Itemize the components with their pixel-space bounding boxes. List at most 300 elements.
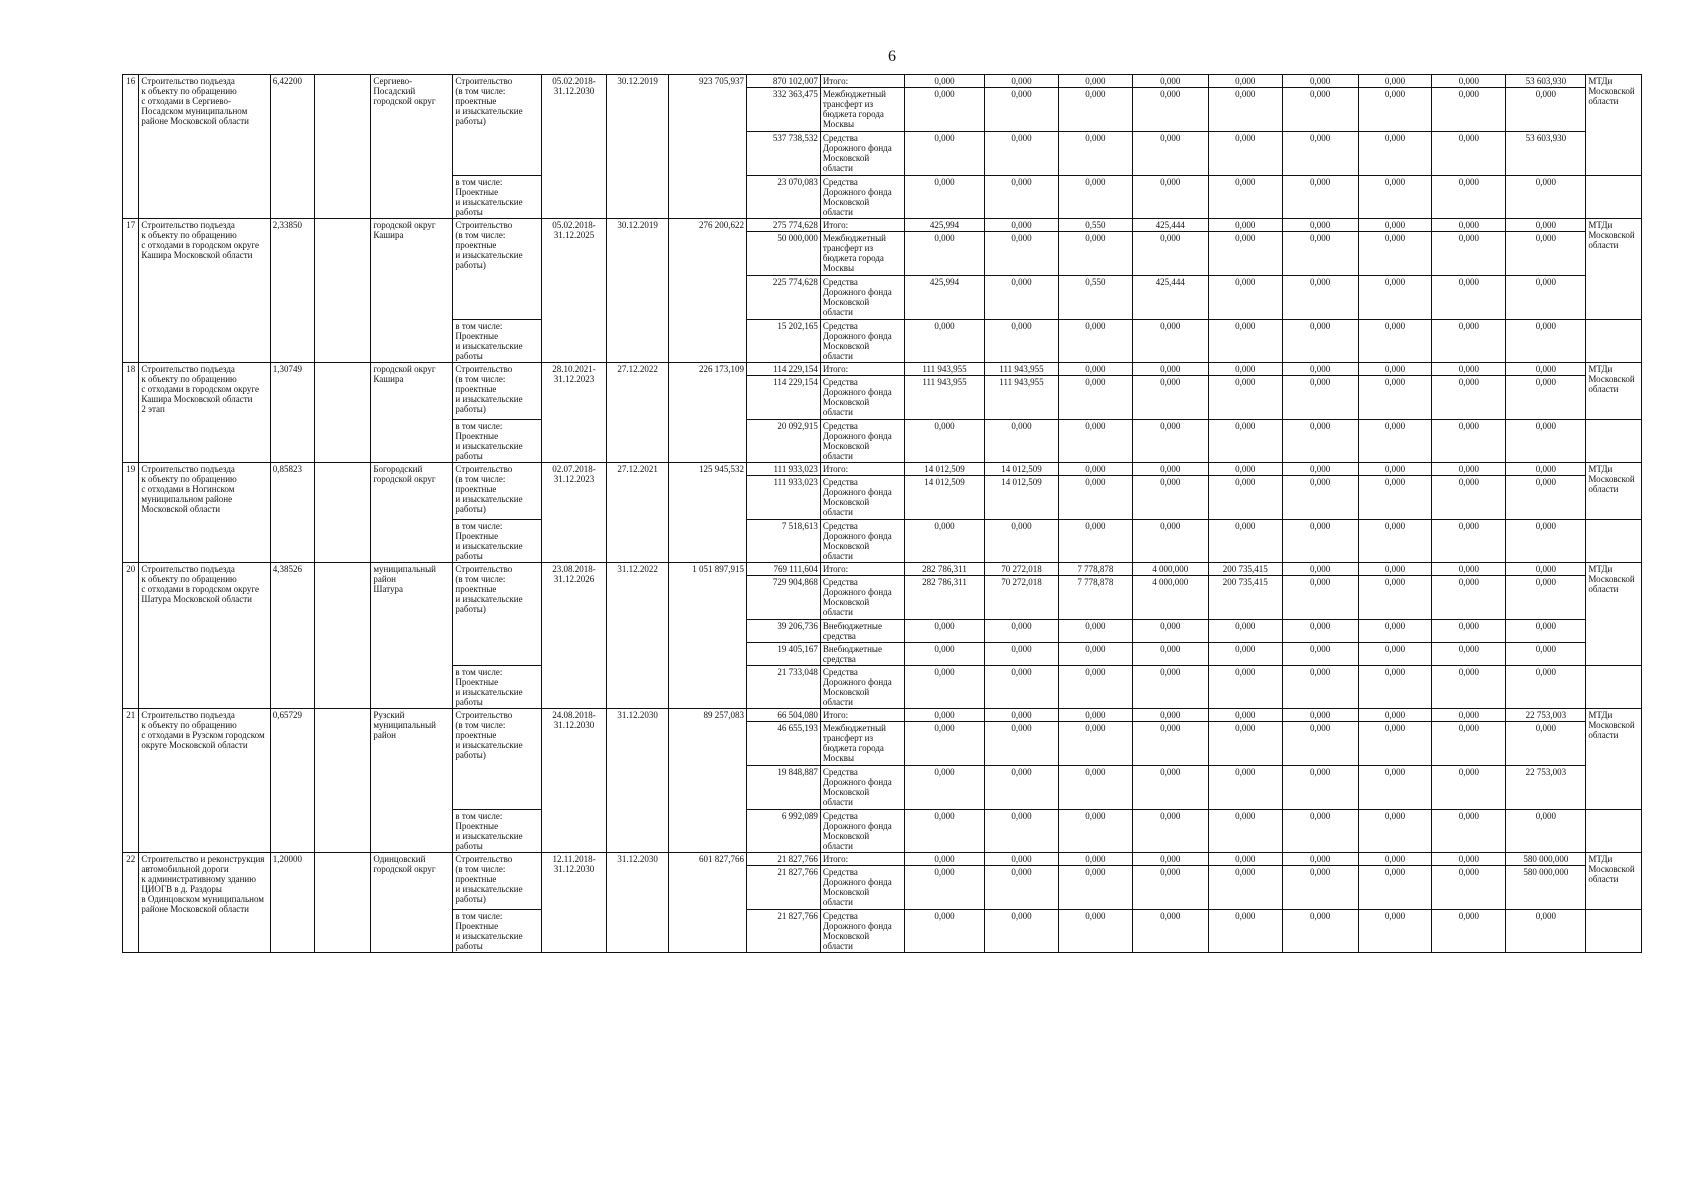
- object-empty: [314, 709, 370, 853]
- financing-year-value: 0,000: [1058, 666, 1132, 709]
- financing-year-value: 0,000: [1282, 476, 1358, 520]
- financing-source: Средства Дорожного фонда Московской области: [820, 320, 904, 363]
- financing-year-value: 0,000: [1358, 363, 1432, 376]
- financing-year-value: 0,000: [1282, 320, 1358, 363]
- financing-year-value: 0,000: [1132, 463, 1208, 476]
- financing-year-value: 0,000: [1282, 620, 1358, 643]
- object-number: 16: [123, 75, 139, 219]
- financing-year-value: 0,000: [1506, 910, 1586, 953]
- financing-year-value: 0,000: [1506, 219, 1586, 232]
- financing-source: Итого:: [820, 853, 904, 866]
- table-row: [123, 709, 1642, 722]
- financing-year-value: 0,000: [1208, 75, 1282, 88]
- financing-year-value: 0,000: [1058, 420, 1132, 463]
- financing-sum: 21 827,766: [746, 910, 820, 953]
- object-work-type-sub: в том числе: Проектные и изыскательские работы: [453, 420, 541, 463]
- financing-sum: 50 000,000: [746, 232, 820, 276]
- financing-year-value: 0,000: [1358, 320, 1432, 363]
- financing-sum: 66 504,080: [746, 709, 820, 722]
- object-name: Строительство подъезда к объекту по обращению с отходами в Ногинском муниципальном районе Московской области: [139, 463, 270, 563]
- financing-year-value: 0,000: [1058, 643, 1132, 666]
- financing-year-value: 0,000: [1432, 810, 1506, 853]
- financing-year-value: 111 943,955: [904, 363, 984, 376]
- object-finish-date: 31.12.2030: [607, 853, 669, 953]
- object-period: 12.11.2018- 31.12.2030: [541, 853, 607, 953]
- object-capacity: 1,20000: [270, 853, 314, 953]
- page-number: 6: [888, 48, 896, 65]
- object-cost: 226 173,109: [668, 363, 746, 463]
- financing-year-value: 0,000: [1506, 620, 1586, 643]
- financing-year-value: 0,000: [1282, 576, 1358, 620]
- object-territory: муниципальный район Шатура: [371, 563, 453, 709]
- financing-source: Средства Дорожного фонда Московской области: [820, 866, 904, 910]
- financing-year-value: 0,000: [1132, 88, 1208, 132]
- financing-year-value: 0,000: [904, 666, 984, 709]
- financing-source: Средства Дорожного фонда Московской области: [820, 766, 904, 810]
- object-empty: [314, 219, 370, 363]
- object-cost: 276 200,622: [668, 219, 746, 363]
- financing-year-value: 0,000: [1282, 853, 1358, 866]
- financing-year-value: 0,000: [1358, 620, 1432, 643]
- object-period: 23.08.2018- 31.12.2026: [541, 563, 607, 709]
- financing-year-value: 0,000: [1432, 75, 1506, 88]
- financing-year-value: 0,000: [1208, 643, 1282, 666]
- object-name: Строительство подъезда к объекту по обращению с отходами в Сергиево- Посадском муниципальном районе Московской области: [139, 75, 270, 219]
- financing-year-value: 0,000: [1432, 563, 1506, 576]
- object-empty: [314, 75, 370, 219]
- financing-year-value: 0,000: [1208, 666, 1282, 709]
- customer-blank-cell: [1586, 520, 1642, 563]
- financing-year-value: 0,000: [1282, 910, 1358, 953]
- customer-blank-cell: [1586, 910, 1642, 953]
- financing-year-value: 0,000: [1432, 666, 1506, 709]
- object-territory: Рузский муниципальный район: [371, 709, 453, 853]
- financing-year-value: 425,994: [904, 219, 984, 232]
- object-work-type-sub: в том числе: Проектные и изыскательские работы: [453, 810, 541, 853]
- financing-year-value: 0,000: [1282, 219, 1358, 232]
- financing-sum: 39 206,736: [746, 620, 820, 643]
- financing-sum: 537 738,532: [746, 132, 820, 176]
- financing-year-value: 111 943,955: [985, 363, 1059, 376]
- financing-year-value: 0,000: [1506, 420, 1586, 463]
- financing-year-value: 0,000: [1208, 766, 1282, 810]
- object-customer: МТДи Московской области: [1586, 463, 1642, 520]
- financing-year-value: 0,000: [1132, 853, 1208, 866]
- financing-sum: 21 827,766: [746, 853, 820, 866]
- financing-year-value: 0,000: [1358, 420, 1432, 463]
- financing-year-value: 0,000: [1058, 766, 1132, 810]
- financing-year-value: 111 943,955: [904, 376, 984, 420]
- financing-year-value: 0,000: [1358, 866, 1432, 910]
- object-territory: Богородский городской округ: [371, 463, 453, 563]
- financing-source: Средства Дорожного фонда Московской области: [820, 176, 904, 219]
- object-number: 21: [123, 709, 139, 853]
- object-work-type: Строительство (в том числе: проектные и изыскательские работы): [453, 363, 541, 420]
- financing-year-value: 0,000: [1058, 88, 1132, 132]
- financing-year-value: 0,000: [904, 176, 984, 219]
- financing-year-value: 0,000: [1282, 709, 1358, 722]
- financing-year-value: 0,000: [1506, 463, 1586, 476]
- object-work-type-sub: в том числе: Проектные и изыскательские работы: [453, 176, 541, 219]
- financing-year-value: 200 735,415: [1208, 563, 1282, 576]
- financing-year-value: 282 786,311: [904, 563, 984, 576]
- financing-year-value: 0,000: [1208, 176, 1282, 219]
- financing-year-value: 0,000: [1282, 810, 1358, 853]
- financing-year-value: 14 012,509: [904, 463, 984, 476]
- financing-year-value: 0,000: [1506, 563, 1586, 576]
- financing-year-value: 0,000: [904, 520, 984, 563]
- table-row: [123, 463, 1642, 476]
- financing-year-value: 0,000: [1358, 376, 1432, 420]
- financing-sum: 114 229,154: [746, 376, 820, 420]
- financing-year-value: 580 000,000: [1506, 853, 1586, 866]
- financing-year-value: 0,000: [904, 866, 984, 910]
- financing-year-value: 0,000: [1432, 722, 1506, 766]
- object-work-type: Строительство (в том числе: проектные и изыскательские работы): [453, 853, 541, 910]
- financing-year-value: 0,000: [1358, 88, 1432, 132]
- table-body: [123, 75, 1642, 953]
- financing-year-value: 0,000: [1506, 666, 1586, 709]
- financing-year-value: 0,000: [1058, 722, 1132, 766]
- financing-year-value: 0,000: [985, 219, 1059, 232]
- financing-year-value: 70 272,018: [985, 576, 1059, 620]
- financing-year-value: 0,000: [1432, 88, 1506, 132]
- financing-year-value: 200 735,415: [1208, 576, 1282, 620]
- financing-year-value: 0,000: [1432, 766, 1506, 810]
- object-capacity: 0,85823: [270, 463, 314, 563]
- financing-year-value: 0,000: [1358, 643, 1432, 666]
- financing-sum: 111 933,023: [746, 476, 820, 520]
- object-empty: [314, 463, 370, 563]
- financing-sum: 23 070,083: [746, 176, 820, 219]
- financing-year-value: 0,000: [1358, 722, 1432, 766]
- financing-year-value: 0,000: [1282, 132, 1358, 176]
- financing-year-value: 0,000: [1432, 420, 1506, 463]
- object-finish-date: 27.12.2021: [607, 463, 669, 563]
- financing-year-value: 0,000: [985, 75, 1059, 88]
- financing-year-value: 0,000: [1282, 376, 1358, 420]
- financing-year-value: 0,000: [904, 75, 984, 88]
- financing-sum: 21 733,048: [746, 666, 820, 709]
- financing-year-value: 0,550: [1058, 219, 1132, 232]
- financing-year-value: 0,000: [1132, 810, 1208, 853]
- financing-sum: 21 827,766: [746, 866, 820, 910]
- financing-year-value: 0,000: [1432, 853, 1506, 866]
- financing-source: Средства Дорожного фонда Московской области: [820, 376, 904, 420]
- financing-source: Средства Дорожного фонда Московской области: [820, 476, 904, 520]
- financing-source: Межбюджетный трансферт из бюджета города Москвы: [820, 232, 904, 276]
- table-row: [123, 219, 1642, 232]
- object-number: 20: [123, 563, 139, 709]
- financing-year-value: 0,000: [1208, 810, 1282, 853]
- financing-year-value: 0,000: [1358, 563, 1432, 576]
- financing-year-value: 0,000: [1208, 232, 1282, 276]
- object-number: 22: [123, 853, 139, 953]
- object-finish-date: 31.12.2030: [607, 709, 669, 853]
- financing-year-value: 0,000: [1506, 643, 1586, 666]
- financing-year-value: 0,000: [1058, 866, 1132, 910]
- object-period: 05.02.2018- 31.12.2030: [541, 75, 607, 219]
- financing-year-value: 0,000: [1432, 520, 1506, 563]
- object-cost: 1 051 897,915: [668, 563, 746, 709]
- object-number: 17: [123, 219, 139, 363]
- financing-year-value: 14 012,509: [985, 463, 1059, 476]
- financing-year-value: 0,000: [1358, 176, 1432, 219]
- object-name: Строительство подъезда к объекту по обращению с отходами в городском округе Шатура Московской области: [139, 563, 270, 709]
- customer-blank-cell: [1586, 320, 1642, 363]
- financing-year-value: 0,000: [1432, 232, 1506, 276]
- investment-objects-table: [122, 74, 1642, 953]
- financing-year-value: 0,000: [1208, 463, 1282, 476]
- financing-year-value: 14 012,509: [904, 476, 984, 520]
- financing-year-value: 0,000: [1432, 276, 1506, 320]
- object-work-type: Строительство (в том числе: проектные и изыскательские работы): [453, 75, 541, 176]
- financing-year-value: 0,000: [985, 88, 1059, 132]
- financing-year-value: 0,000: [1358, 910, 1432, 953]
- object-work-type-sub: в том числе: Проектные и изыскательские работы: [453, 320, 541, 363]
- financing-year-value: 0,000: [1132, 766, 1208, 810]
- financing-year-value: 0,000: [1282, 766, 1358, 810]
- financing-year-value: 0,000: [985, 420, 1059, 463]
- object-name: Строительство подъезда к объекту по обращению с отходами в городском округе Кашира Московской области 2 этап: [139, 363, 270, 463]
- object-finish-date: 30.12.2019: [607, 219, 669, 363]
- financing-year-value: 0,000: [1282, 276, 1358, 320]
- financing-year-value: 0,000: [1208, 853, 1282, 866]
- financing-year-value: 0,000: [1506, 232, 1586, 276]
- financing-source: Внебюджетные средства: [820, 643, 904, 666]
- financing-year-value: 0,000: [1282, 75, 1358, 88]
- object-period: 02.07.2018- 31.12.2023: [541, 463, 607, 563]
- financing-sum: 275 774,628: [746, 219, 820, 232]
- financing-year-value: 0,000: [1208, 620, 1282, 643]
- financing-year-value: 0,000: [904, 810, 984, 853]
- financing-year-value: 282 786,311: [904, 576, 984, 620]
- object-capacity: 0,65729: [270, 709, 314, 853]
- financing-source: Средства Дорожного фонда Московской области: [820, 576, 904, 620]
- financing-year-value: 0,000: [985, 910, 1059, 953]
- financing-year-value: 0,000: [1432, 132, 1506, 176]
- financing-year-value: 0,000: [1208, 866, 1282, 910]
- financing-year-value: 0,000: [1208, 420, 1282, 463]
- financing-year-value: 0,000: [1432, 463, 1506, 476]
- table-row: [123, 363, 1642, 376]
- financing-year-value: 0,000: [1358, 219, 1432, 232]
- financing-sum: 19 848,887: [746, 766, 820, 810]
- object-capacity: 1,30749: [270, 363, 314, 463]
- object-work-type: Строительство (в том числе: проектные и изыскательские работы): [453, 709, 541, 810]
- financing-year-value: 0,000: [1358, 232, 1432, 276]
- object-period: 28.10.2021- 31.12.2023: [541, 363, 607, 463]
- financing-year-value: 0,000: [904, 722, 984, 766]
- financing-sum: 15 202,165: [746, 320, 820, 363]
- financing-sum: 6 992,089: [746, 810, 820, 853]
- customer-blank-cell: [1586, 420, 1642, 463]
- financing-year-value: 425,444: [1132, 219, 1208, 232]
- financing-year-value: 0,000: [1132, 620, 1208, 643]
- financing-year-value: 53 603,930: [1506, 75, 1586, 88]
- object-capacity: 6,42200: [270, 75, 314, 219]
- financing-source: Средства Дорожного фонда Московской области: [820, 132, 904, 176]
- object-empty: [314, 363, 370, 463]
- financing-year-value: 0,000: [1282, 643, 1358, 666]
- financing-year-value: 0,000: [1132, 709, 1208, 722]
- object-cost: 923 705,937: [668, 75, 746, 219]
- financing-year-value: 0,000: [1432, 709, 1506, 722]
- financing-year-value: 0,000: [1358, 476, 1432, 520]
- financing-year-value: 4 000,000: [1132, 563, 1208, 576]
- financing-year-value: 0,000: [1358, 463, 1432, 476]
- financing-year-value: 0,000: [1506, 476, 1586, 520]
- financing-year-value: 0,000: [985, 620, 1059, 643]
- financing-year-value: 0,000: [1058, 709, 1132, 722]
- financing-year-value: 0,000: [1506, 722, 1586, 766]
- object-work-type: Строительство (в том числе: проектные и изыскательские работы): [453, 563, 541, 666]
- financing-year-value: 111 943,955: [985, 376, 1059, 420]
- financing-year-value: 0,000: [904, 132, 984, 176]
- financing-year-value: 0,000: [1208, 376, 1282, 420]
- financing-year-value: 0,000: [1358, 766, 1432, 810]
- financing-year-value: 22 753,003: [1506, 766, 1586, 810]
- financing-sum: 729 904,868: [746, 576, 820, 620]
- financing-source: Итого:: [820, 363, 904, 376]
- financing-year-value: 0,000: [1282, 463, 1358, 476]
- financing-source: Итого:: [820, 463, 904, 476]
- object-capacity: 2,33850: [270, 219, 314, 363]
- financing-sum: 46 655,193: [746, 722, 820, 766]
- financing-sum: 19 405,167: [746, 643, 820, 666]
- financing-year-value: 0,000: [1432, 376, 1506, 420]
- financing-year-value: 0,000: [985, 810, 1059, 853]
- financing-source: Итого:: [820, 709, 904, 722]
- financing-year-value: 0,000: [985, 320, 1059, 363]
- financing-year-value: 0,000: [1208, 709, 1282, 722]
- financing-year-value: 0,000: [1132, 363, 1208, 376]
- object-work-type: Строительство (в том числе: проектные и изыскательские работы): [453, 463, 541, 520]
- financing-year-value: 0,000: [1282, 722, 1358, 766]
- financing-year-value: 0,000: [1208, 88, 1282, 132]
- financing-sum: 225 774,628: [746, 276, 820, 320]
- table-row: [123, 853, 1642, 866]
- table-row: [123, 75, 1642, 88]
- financing-year-value: 0,000: [985, 643, 1059, 666]
- financing-year-value: 0,000: [985, 176, 1059, 219]
- financing-year-value: 0,000: [1432, 866, 1506, 910]
- object-capacity: 4,38526: [270, 563, 314, 709]
- object-period: 24.08.2018- 31.12.2030: [541, 709, 607, 853]
- financing-sum: 111 933,023: [746, 463, 820, 476]
- financing-year-value: 0,000: [1132, 722, 1208, 766]
- object-name: Строительство и реконструкция автомобильной дороги к административному зданию ЦИОГВ в д. Раздоры в Одинцовском муниципальном районе Московской области: [139, 853, 270, 953]
- financing-year-value: 0,000: [1132, 420, 1208, 463]
- financing-year-value: 0,000: [904, 709, 984, 722]
- object-cost: 89 257,083: [668, 709, 746, 853]
- financing-year-value: 0,000: [1358, 576, 1432, 620]
- financing-year-value: 0,000: [904, 643, 984, 666]
- financing-year-value: 0,000: [1282, 232, 1358, 276]
- financing-year-value: 425,994: [904, 276, 984, 320]
- object-customer: МТДи Московской области: [1586, 363, 1642, 420]
- financing-year-value: 0,000: [1282, 88, 1358, 132]
- financing-year-value: 0,000: [1506, 176, 1586, 219]
- financing-year-value: 0,000: [1282, 420, 1358, 463]
- financing-year-value: 0,000: [1282, 520, 1358, 563]
- object-cost: 601 827,766: [668, 853, 746, 953]
- financing-source: Межбюджетный трансферт из бюджета города Москвы: [820, 722, 904, 766]
- financing-year-value: 14 012,509: [985, 476, 1059, 520]
- financing-year-value: 0,000: [1432, 643, 1506, 666]
- financing-year-value: 0,000: [904, 232, 984, 276]
- financing-year-value: 0,000: [1506, 376, 1586, 420]
- financing-year-value: 0,000: [1132, 320, 1208, 363]
- financing-year-value: 0,000: [1058, 853, 1132, 866]
- financing-year-value: 0,000: [1208, 276, 1282, 320]
- financing-year-value: 0,000: [1058, 75, 1132, 88]
- financing-year-value: 0,000: [1506, 520, 1586, 563]
- financing-year-value: 0,000: [1208, 219, 1282, 232]
- financing-year-value: 0,000: [985, 722, 1059, 766]
- object-finish-date: 27.12.2022: [607, 363, 669, 463]
- financing-year-value: 0,000: [985, 132, 1059, 176]
- financing-year-value: 0,000: [904, 88, 984, 132]
- financing-year-value: 22 753,003: [1506, 709, 1586, 722]
- financing-sum: 7 518,613: [746, 520, 820, 563]
- financing-year-value: 0,000: [1132, 176, 1208, 219]
- financing-year-value: 0,000: [985, 853, 1059, 866]
- object-territory: городской округ Кашира: [371, 219, 453, 363]
- financing-year-value: 0,000: [1208, 910, 1282, 953]
- object-customer: МТДи Московской области: [1586, 219, 1642, 320]
- financing-year-value: 0,000: [1506, 88, 1586, 132]
- financing-year-value: 0,000: [904, 766, 984, 810]
- financing-year-value: 0,000: [1058, 132, 1132, 176]
- financing-source: Итого:: [820, 219, 904, 232]
- financing-source: Средства Дорожного фонда Московской области: [820, 276, 904, 320]
- financing-year-value: 0,000: [1282, 563, 1358, 576]
- financing-year-value: 0,550: [1058, 276, 1132, 320]
- financing-year-value: 0,000: [985, 666, 1059, 709]
- financing-year-value: 0,000: [1208, 722, 1282, 766]
- financing-year-value: 7 778,878: [1058, 563, 1132, 576]
- customer-blank-cell: [1586, 810, 1642, 853]
- financing-year-value: 0,000: [1282, 363, 1358, 376]
- financing-year-value: 0,000: [904, 620, 984, 643]
- financing-year-value: 0,000: [1208, 320, 1282, 363]
- financing-year-value: 0,000: [904, 853, 984, 866]
- financing-year-value: 0,000: [1132, 910, 1208, 953]
- financing-year-value: 0,000: [1058, 232, 1132, 276]
- financing-year-value: 0,000: [1132, 75, 1208, 88]
- financing-source: Средства Дорожного фонда Московской области: [820, 810, 904, 853]
- object-cost: 125 945,532: [668, 463, 746, 563]
- financing-year-value: 0,000: [985, 520, 1059, 563]
- object-finish-date: 30.12.2019: [607, 75, 669, 219]
- financing-year-value: 0,000: [904, 910, 984, 953]
- financing-year-value: 0,000: [1058, 476, 1132, 520]
- financing-source: Внебюджетные средства: [820, 620, 904, 643]
- financing-year-value: 0,000: [904, 320, 984, 363]
- object-customer: МТДи Московской области: [1586, 75, 1642, 176]
- financing-year-value: 0,000: [1506, 276, 1586, 320]
- financing-source: Средства Дорожного фонда Московской области: [820, 666, 904, 709]
- financing-year-value: 0,000: [1358, 132, 1432, 176]
- object-finish-date: 31.12.2022: [607, 563, 669, 709]
- financing-year-value: 0,000: [1058, 520, 1132, 563]
- object-work-type: Строительство (в том числе: проектные и изыскательские работы): [453, 219, 541, 320]
- financing-year-value: 580 000,000: [1506, 866, 1586, 910]
- financing-year-value: 0,000: [985, 866, 1059, 910]
- financing-year-value: 425,444: [1132, 276, 1208, 320]
- table-row: [123, 563, 1642, 576]
